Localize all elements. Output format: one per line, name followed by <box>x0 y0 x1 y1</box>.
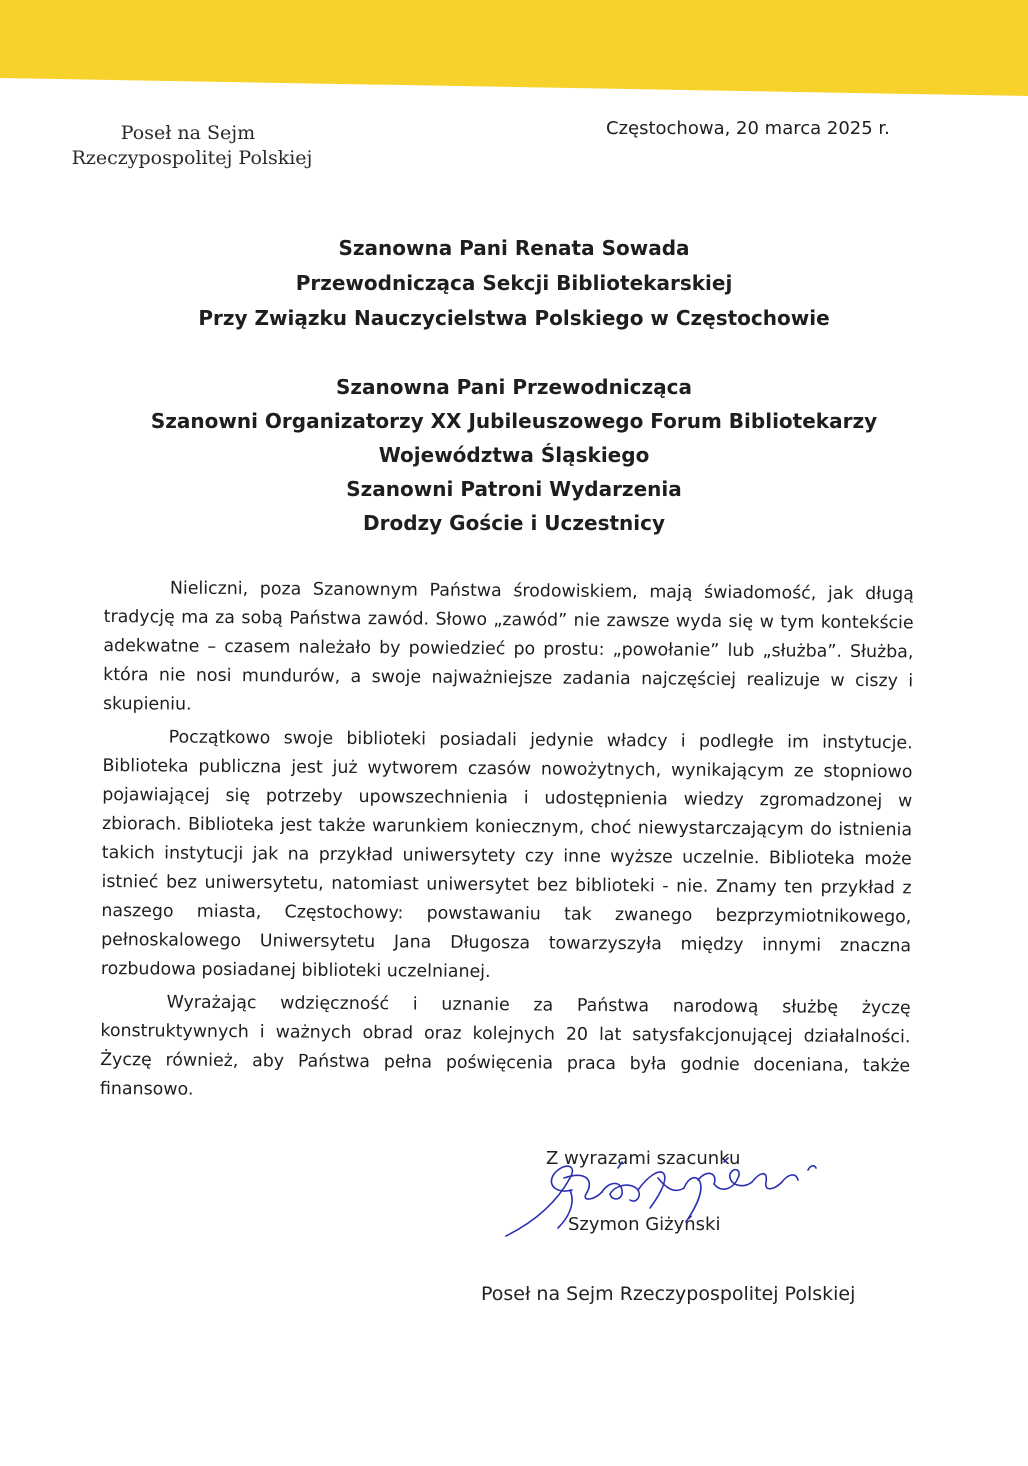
body-paragraph: Początkowo swoje biblioteki posiadali jedynie władcy i podległe im instytucje. Biblioteka publiczna jest już wytworem czasów nowożytnych, wynikającym ze stopniowo pojawiającej się potrzeby upowszechnienia i udostępnienia wiedzy zgromadzonej w zbiorach. Biblioteka jest także warunkiem koniecznym, choć niewystarczającym do istnienia takich instytucji jak na przykład uniwersytety czy inne wyższe uczelnie. Biblioteka może istnieć bez uniwersytetu, natomiast uniwersytet bez biblioteki - nie. Znamy ten przykład z naszego miasta, Częstochowy: powstawaniu tak zwanego bezprzymiotnikowego, pełnoskalowego Uniwersytetu Jana Długosza towarzyszyła między innymi znaczna rozbudowa posiadanej biblioteki uczelnianej. <box>100 727 913 983</box>
letter-body <box>100 574 914 1114</box>
salutation-line: Szanowna Pani Przewodnicząca <box>335 375 693 399</box>
signer-title: Poseł na Sejm Rzeczypospolitej Polskiej <box>481 1283 856 1305</box>
closing-phrase: Z wyrazami szacunku <box>546 1148 741 1169</box>
addressee-line: Przy Związku Nauczycielstwa Polskiego w Częstochowie <box>198 306 830 330</box>
salutation-line: Szanowni Organizatorzy XX Jubileuszowego Forum Bibliotekarzy <box>150 409 878 433</box>
salutation-line: Województwa Śląskiego <box>378 443 650 467</box>
body-paragraph: Nieliczni, poza Szanownym Państwa środowiskiem, mają świadomość, jak długą tradycję ma za sobą Państwa zawód. Słowo „zawód” nie zawsze wyda się w tym kontekście adekwatne – czasem należało by powiedzieć po prostu: „powołanie” lub „służba”. Służba, która nie nosi mundurów, a swoje najważniejsze zadania najczęściej realizuje w ciszy i skupieniu. <box>102 578 914 715</box>
sender-heading <box>58 121 318 171</box>
addressee-line: Szanowna Pani Renata Sowada <box>338 236 690 260</box>
addressee-block <box>0 231 1028 336</box>
salutation-block <box>0 370 1028 540</box>
yellow-header-band <box>0 0 1028 96</box>
place-and-date: Częstochowa, 20 marca 2025 r. <box>606 118 890 139</box>
addressee-line: Przewodnicząca Sekcji Bibliotekarskiej <box>295 271 733 295</box>
body-paragraph: Wyrażając wdzięczność i uznanie za Państwa narodową służbę życzę konstruktywnych i ważnych obrad oraz kolejnych 20 lat satysfakcjonującej działalności. Życzę również, aby Państwa pełna poświęcenia praca była godnie doceniana, także finansowo. <box>99 992 911 1100</box>
signer-name: Szymon Giżyński <box>568 1214 721 1235</box>
salutation-line: Szanowni Patroni Wydarzenia <box>346 477 682 501</box>
salutation-line: Drodzy Goście i Uczestnicy <box>362 511 666 535</box>
sender-line-1: Poseł na Sejm <box>120 122 256 144</box>
handwritten-signature <box>498 1148 828 1248</box>
sender-line-2: Rzeczypospolitej Polskiej <box>71 147 313 169</box>
